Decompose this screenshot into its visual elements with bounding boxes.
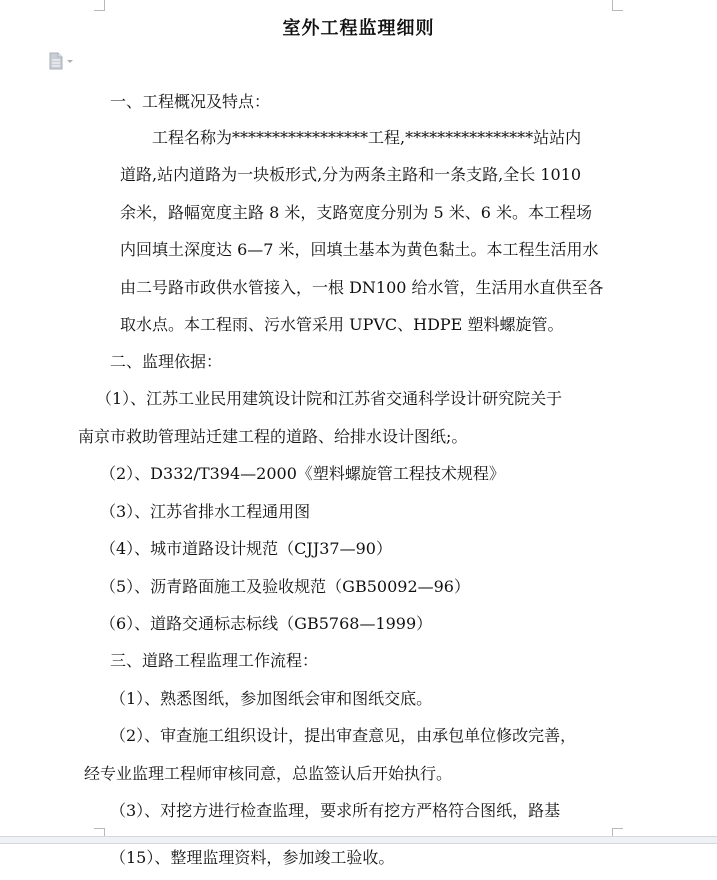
list-item-continuation: 南京市救助管理站迁建工程的道路、给排水设计图纸;。 <box>78 427 468 446</box>
margin-corner-mark <box>612 0 623 11</box>
list-item: （6）、道路交通标志标线（GB5768—1999） <box>100 614 433 633</box>
list-item: （1）、江苏工业民用建筑设计院和江苏省交通科学设计研究院关于 <box>96 389 563 408</box>
document-title: 室外工程监理细则 <box>282 18 435 39</box>
paragraph-line: 道路,站内道路为一块板形式,分为两条主路和一条支路,全长 1010 <box>120 165 582 184</box>
page-break-separator <box>0 836 717 844</box>
list-item: （4）、城市道路设计规范（CJJ37—90） <box>100 539 392 558</box>
list-item: （2）、审查施工组织设计，提出审查意见，由承包单位修改完善， <box>110 726 577 745</box>
document-icon <box>48 52 76 70</box>
section-heading: 二、监理依据： <box>110 352 223 371</box>
document-icon-menu[interactable] <box>48 52 76 70</box>
paragraph-line: 工程名称为*****************工程,****************站站内 <box>152 128 582 147</box>
list-item: （15）、整理监理资料，参加竣工验收。 <box>110 848 395 867</box>
list-item: （3）、对挖方进行检查监理，要求所有挖方严格符合图纸，路基 <box>110 801 561 820</box>
list-item: （3）、江苏省排水工程通用图 <box>100 502 311 521</box>
list-item-continuation: 经专业监理工程师审核同意，总监签认后开始执行。 <box>84 764 453 783</box>
margin-corner-mark <box>94 0 105 11</box>
section-heading: 一、工程概况及特点： <box>110 92 271 111</box>
list-item: （2）、D332/T394—2000《塑料螺旋管工程技术规程》 <box>100 464 505 483</box>
paragraph-line: 余米，路幅宽度主路 8 米，支路宽度分别为 5 米、6 米。本工程场 <box>120 203 592 222</box>
paragraph-line: 内回填土深度达 6—7 米，回填土基本为黄色黏土。本工程生活用水 <box>120 240 599 259</box>
paragraph-line: 由二号路市政供水管接入，一根 DN100 给水管，生活用水直供至各 <box>120 278 604 297</box>
paragraph-line: 取水点。本工程雨、污水管采用 UPVC、HDPE 塑料螺旋管。 <box>120 315 564 334</box>
list-item: （5）、沥青路面施工及验收规范（GB50092—96） <box>100 577 470 596</box>
section-heading: 三、道路工程监理工作流程： <box>110 651 319 670</box>
list-item: （1）、熟悉图纸，参加图纸会审和图纸交底。 <box>110 689 433 708</box>
chevron-down-icon <box>67 60 73 63</box>
